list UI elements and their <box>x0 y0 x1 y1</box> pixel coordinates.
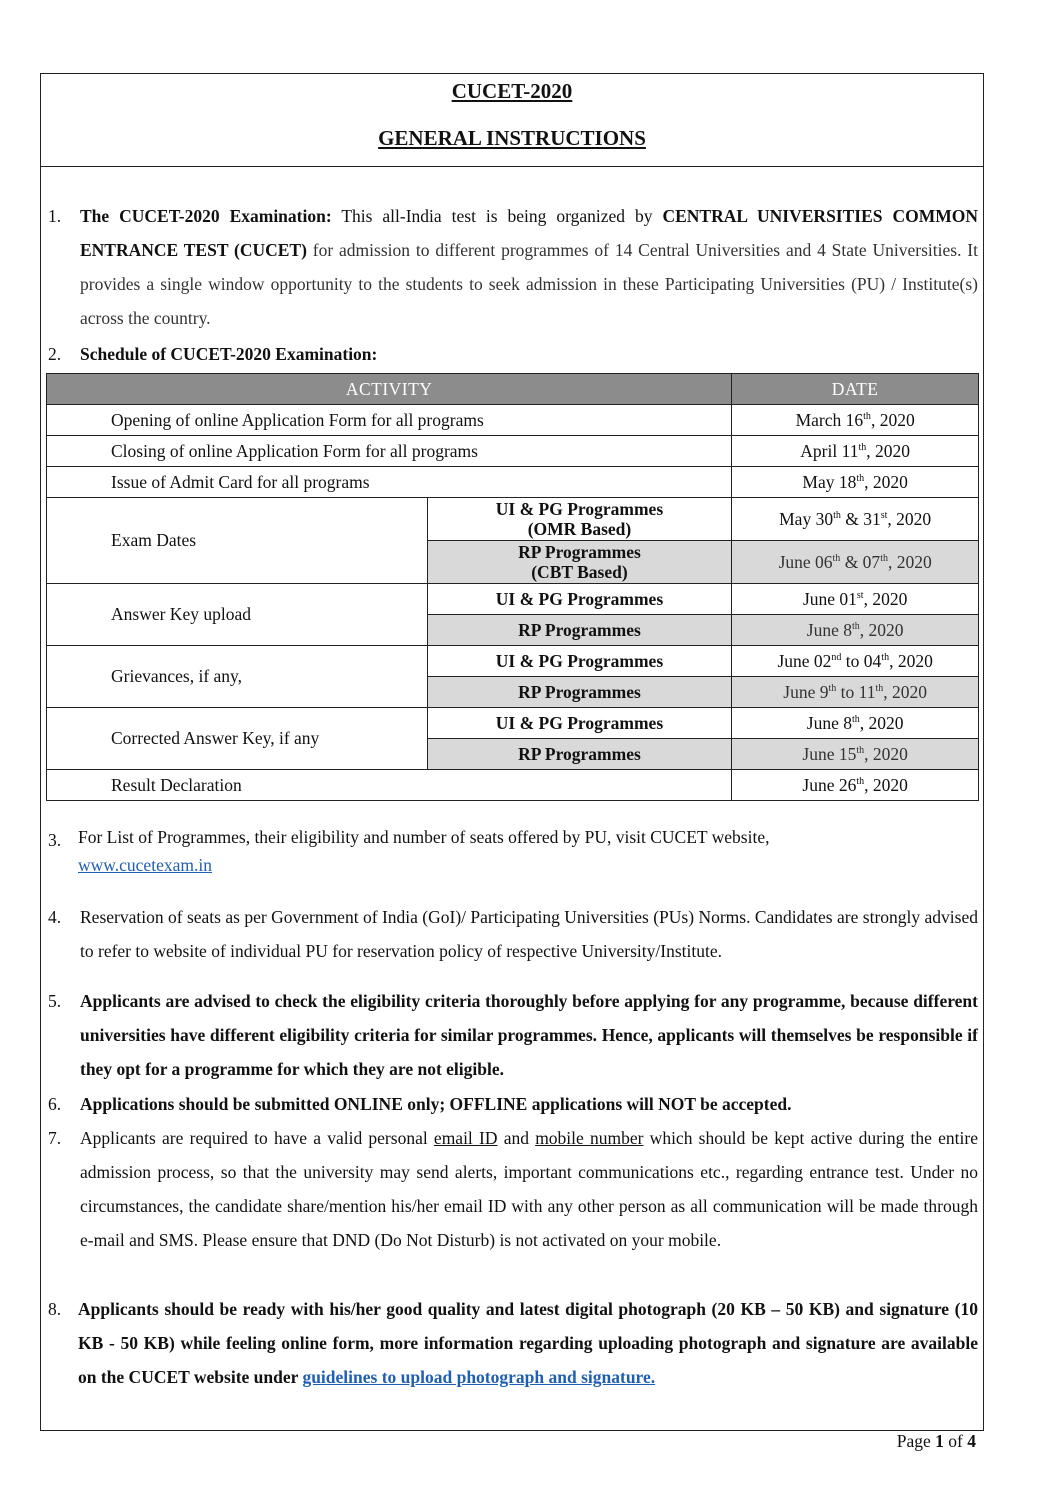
date-cell: March 16th, 2020 <box>732 405 979 436</box>
table-row <box>47 405 979 436</box>
item-6-number: 6. <box>48 1094 62 1114</box>
date-cell: June 15th, 2020 <box>732 739 979 770</box>
cucet-website-link[interactable]: www.cucetexam.in <box>78 855 212 875</box>
page-of: of <box>943 1431 968 1451</box>
item-3-number: 3. <box>48 830 62 850</box>
date-cell: June 01st, 2020 <box>732 584 979 615</box>
programme-cell: RP Programmes (CBT Based) <box>427 541 732 584</box>
date-cell: April 11th, 2020 <box>732 436 979 467</box>
activity-cell: Corrected Answer Key, if any <box>47 708 428 770</box>
table-row <box>47 646 979 677</box>
page-total: 4 <box>967 1431 976 1451</box>
item-3 <box>78 823 978 879</box>
date-cell: June 9th to 11th, 2020 <box>732 677 979 708</box>
table-row <box>47 498 979 541</box>
date-cell: June 02nd to 04th, 2020 <box>732 646 979 677</box>
item-8 <box>78 1292 978 1394</box>
date-cell: June 06th & 07th, 2020 <box>732 541 979 584</box>
date-cell: May 18th, 2020 <box>732 467 979 498</box>
table-row <box>47 436 979 467</box>
table-row <box>47 467 979 498</box>
item-8-text: Applicants should be ready with his/her good quality and latest digital photograph (20 KB – 50 KB) and signature (10 KB - 50 KB) while feeling online form, more information regarding uploading photograph and signature are available on the CUCET website under <box>78 1299 978 1387</box>
programme-cell: UI & PG Programmes <box>427 646 732 677</box>
programme-cell: UI & PG Programmes <box>427 584 732 615</box>
item-4-number: 4. <box>48 907 62 927</box>
programme-cell: UI & PG Programmes (OMR Based) <box>427 498 732 541</box>
item-7 <box>80 1121 978 1257</box>
activity-cell: Opening of online Application Form for all programs <box>47 405 732 436</box>
photo-guidelines-link[interactable]: guidelines to upload photograph and signature. <box>302 1367 656 1387</box>
mobile-number-term: mobile number <box>535 1128 644 1148</box>
date-cell: June 8th, 2020 <box>732 615 979 646</box>
activity-cell: Issue of Admit Card for all programs <box>47 467 732 498</box>
programme-cell: RP Programmes <box>427 615 732 646</box>
item-1-text-a: This all-India test is being organized by <box>331 206 663 226</box>
page-subtitle: GENERAL INSTRUCTIONS <box>378 126 646 150</box>
item-4-text: Reservation of seats as per Government of India (GoI)/ Participating Universities (PUs) Norms. Candidates are strongly advised to refer to website of individual PU for reservation policy of respective University/Institute. <box>80 907 978 961</box>
item-2-lead: Schedule of CUCET-2020 Examination: <box>80 344 378 364</box>
item-8-number: 8. <box>48 1299 62 1319</box>
page-number <box>897 1431 976 1452</box>
item-5-text: Applicants are advised to check the eligibility criteria thoroughly before applying for any programme, because different universities have different eligibility criteria for similar programmes. Hence, applicants will themselves be responsible if they opt for a programme for which they are not eligible. <box>80 991 978 1079</box>
item-1-lead: The CUCET-2020 Examination: <box>80 206 332 226</box>
item-5-number: 5. <box>48 991 62 1011</box>
item-7-text-a: Applicants are required to have a valid personal <box>80 1128 434 1148</box>
activity-cell: Exam Dates <box>47 498 428 584</box>
programme-cell: UI & PG Programmes <box>427 708 732 739</box>
column-header-date: DATE <box>732 374 979 405</box>
item-1-number: 1. <box>48 206 62 226</box>
programme-cell: RP Programmes <box>427 739 732 770</box>
item-1-text-b: for admission to different programmes of 14 Central Universities and 4 State Universities. It provides a single window opportunity to the students to seek admission in these Participating Universities (PU) / Institute(s) across the country. <box>80 240 978 328</box>
page-title: CUCET-2020 <box>451 79 573 103</box>
item-1 <box>80 199 978 335</box>
activity-cell: Grievances, if any, <box>47 646 428 708</box>
date-cell: May 30th & 31st, 2020 <box>732 498 979 541</box>
date-cell: June 26th, 2020 <box>732 770 979 801</box>
item-7-text-b: and <box>497 1128 536 1148</box>
schedule-table <box>46 373 979 801</box>
programme-cell: RP Programmes <box>427 677 732 708</box>
activity-cell: Result Declaration <box>47 770 732 801</box>
item-3-text: For List of Programmes, their eligibility and number of seats offered by PU, visit CUCET website, <box>78 827 770 847</box>
email-id-term: email ID <box>433 1128 498 1148</box>
table-row <box>47 708 979 739</box>
page-prefix: Page <box>896 1431 936 1451</box>
title-band <box>41 74 983 167</box>
activity-cell: Closing of online Application Form for all programs <box>47 436 732 467</box>
item-7-number: 7. <box>48 1128 62 1148</box>
item-2-number: 2. <box>48 344 62 364</box>
page-current: 1 <box>935 1431 944 1451</box>
item-6-text: Applications should be submitted ONLINE only; OFFLINE applications will NOT be accepted. <box>80 1094 792 1114</box>
item-1-org: CENTRAL UNIVERSITIES COMMON ENTRANCE TEST (CUCET) <box>80 206 978 260</box>
activity-cell: Answer Key upload <box>47 584 428 646</box>
table-row <box>47 584 979 615</box>
table-row <box>47 770 979 801</box>
date-cell: June 8th, 2020 <box>732 708 979 739</box>
column-header-activity: ACTIVITY <box>47 374 732 405</box>
item-7-text-c: which should be kept active during the entire admission process, so that the university may send alerts, important communications etc., regarding entrance test. Under no circumstances, the candidate share/mention his/her email ID with any other person as all communication will be made through e-mail and SMS. Please ensure that DND (Do Not Disturb) is not activated on your mobile. <box>80 1128 978 1250</box>
